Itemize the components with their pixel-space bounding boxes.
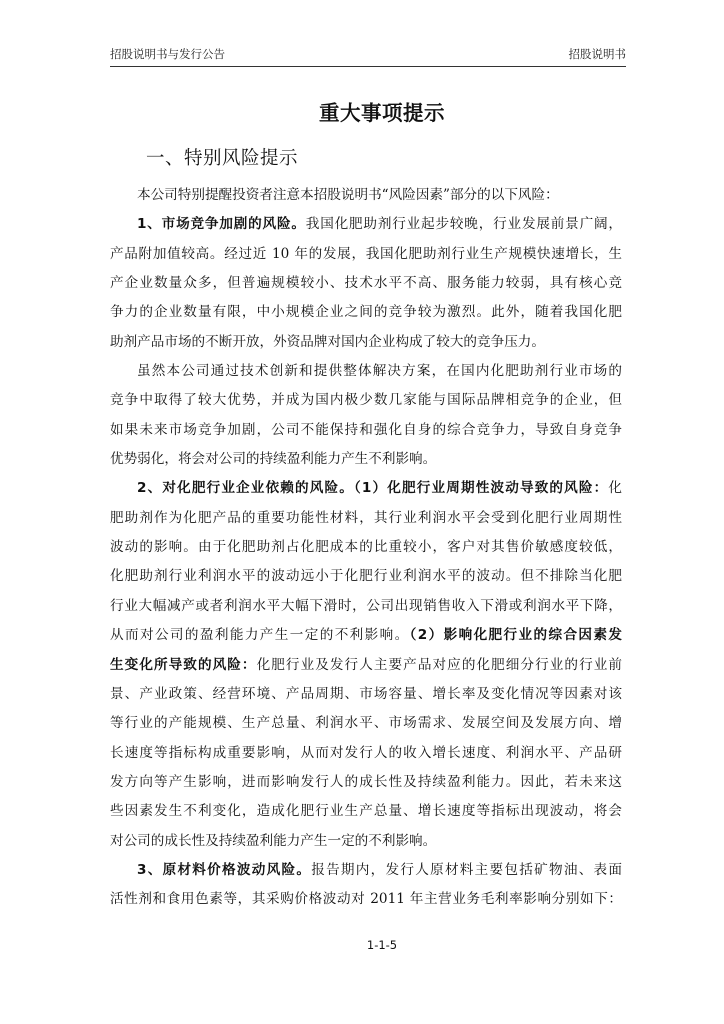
page-number: 1-1-5 <box>366 938 398 952</box>
paragraph-line <box>110 474 622 503</box>
section-heading: 一、特别风险提示 <box>146 148 299 169</box>
paragraph-line: 产企业数量众多，但普遍规模较小、技术水平不高、服务能力较弱，具有核心竞 <box>110 275 622 292</box>
risk-subheading: （2）影响化肥行业的综合因素发 <box>409 627 622 644</box>
page-title: 重大事项提示 <box>319 101 445 125</box>
body-text <box>110 181 622 915</box>
paragraph-line: 行业大幅减产或者利润水平大幅下滑时，公司出现销售收入下滑或利润水平下降， <box>110 597 622 614</box>
text-run: 化 <box>608 480 622 497</box>
paragraph-line: 活性剂和食用色素等，其采购价格波动对 2011 年主营业务毛利率影响分别如下： <box>110 891 622 908</box>
page-header <box>110 44 626 67</box>
paragraph-line: 助剂产品市场的不断开放，外资品牌对国内企业构成了较大的竞争压力。 <box>110 333 545 350</box>
risk-heading: 2、对化肥行业企业依赖的风险。（1）化肥行业周期性波动导致的风险： <box>137 480 609 497</box>
paragraph-line <box>110 621 622 650</box>
text-run: 我国化肥助剂行业起步较晚，行业发展前景广阔， <box>305 216 622 233</box>
paragraph-line: 波动的影响。由于化肥助剂占化肥成本的比重较小，客户对其售价敏感度较低， <box>110 539 622 556</box>
header-left-text: 招股说明书与发行公告 <box>110 47 225 61</box>
paragraph-line: 等行业的产能规模、生产总量、利润水平、市场需求、发展空间及发展方向、增 <box>110 715 622 732</box>
paragraph-line: 争力的企业数量有限，中小规模企业之间的竞争较为激烈。此外，随着我国化肥 <box>110 304 622 321</box>
paragraph-line <box>110 651 622 680</box>
paragraph-line: 竞争中取得了较大优势，并成为国内极少数几家能与国际品牌相竞争的企业，但 <box>110 392 622 409</box>
text-run: 化肥行业及发行人主要产品对应的化肥细分行业的行业前 <box>256 656 622 673</box>
paragraph-line <box>110 856 622 885</box>
text-run: 报告期内，发行人原材料主要包括矿物油、表面 <box>311 861 622 878</box>
risk-subheading: 生变化所导致的风险： <box>110 656 257 673</box>
paragraph-line: 肥助剂作为化肥产品的重要功能性材料，其行业利润水平会受到化肥行业周期性 <box>110 509 622 526</box>
paragraph-line <box>110 210 622 239</box>
paragraph-line: 优势弱化，将会对公司的持续盈利能力产生不利影响。 <box>110 451 437 468</box>
paragraph-line: 产品附加值较高。经过近 10 年的发展，我国化肥助剂行业生产规模快速增长，生 <box>110 245 622 262</box>
paragraph-line: 本公司特别提醒投资者注意本招股说明书“风险因素”部分的以下风险： <box>137 187 559 203</box>
paragraph-line: 如果未来市场竞争加剧，公司不能保持和强化自身的综合竞争力，导致自身竞争 <box>110 421 622 438</box>
paragraph-line: 虽然本公司通过技术创新和提供整体解决方案，在国内化肥助剂行业市场的 <box>137 363 622 380</box>
header-right-text: 招股说明书 <box>568 47 626 61</box>
paragraph-line: 景、产业政策、经营环境、产品周期、市场容量、增长率及变化情况等因素对该 <box>110 685 622 702</box>
paragraph-line: 发方向等产生影响，进而影响发行人的成长性及持续盈利能力。因此，若未来这 <box>110 773 622 790</box>
paragraph-line: 长速度等指标构成重要影响，从而对发行人的收入增长速度、利润水平、产品研 <box>110 744 622 761</box>
paragraph-line: 些因素发生不利变化，造成化肥行业生产总量、增长速度等指标出现波动，将会 <box>110 803 622 820</box>
risk-heading: 1、市场竞争加剧的风险。 <box>137 216 306 233</box>
risk-heading: 3、原材料价格波动风险。 <box>137 861 312 878</box>
text-run: 从而对公司的盈利能力产生一定的不利影响。 <box>110 627 410 644</box>
paragraph-line: 对公司的成长性及持续盈利能力产生一定的不利影响。 <box>110 832 437 849</box>
paragraph-line: 化肥助剂行业利润水平的波动远小于化肥行业利润水平的波动。但不排除当化肥 <box>110 568 622 585</box>
